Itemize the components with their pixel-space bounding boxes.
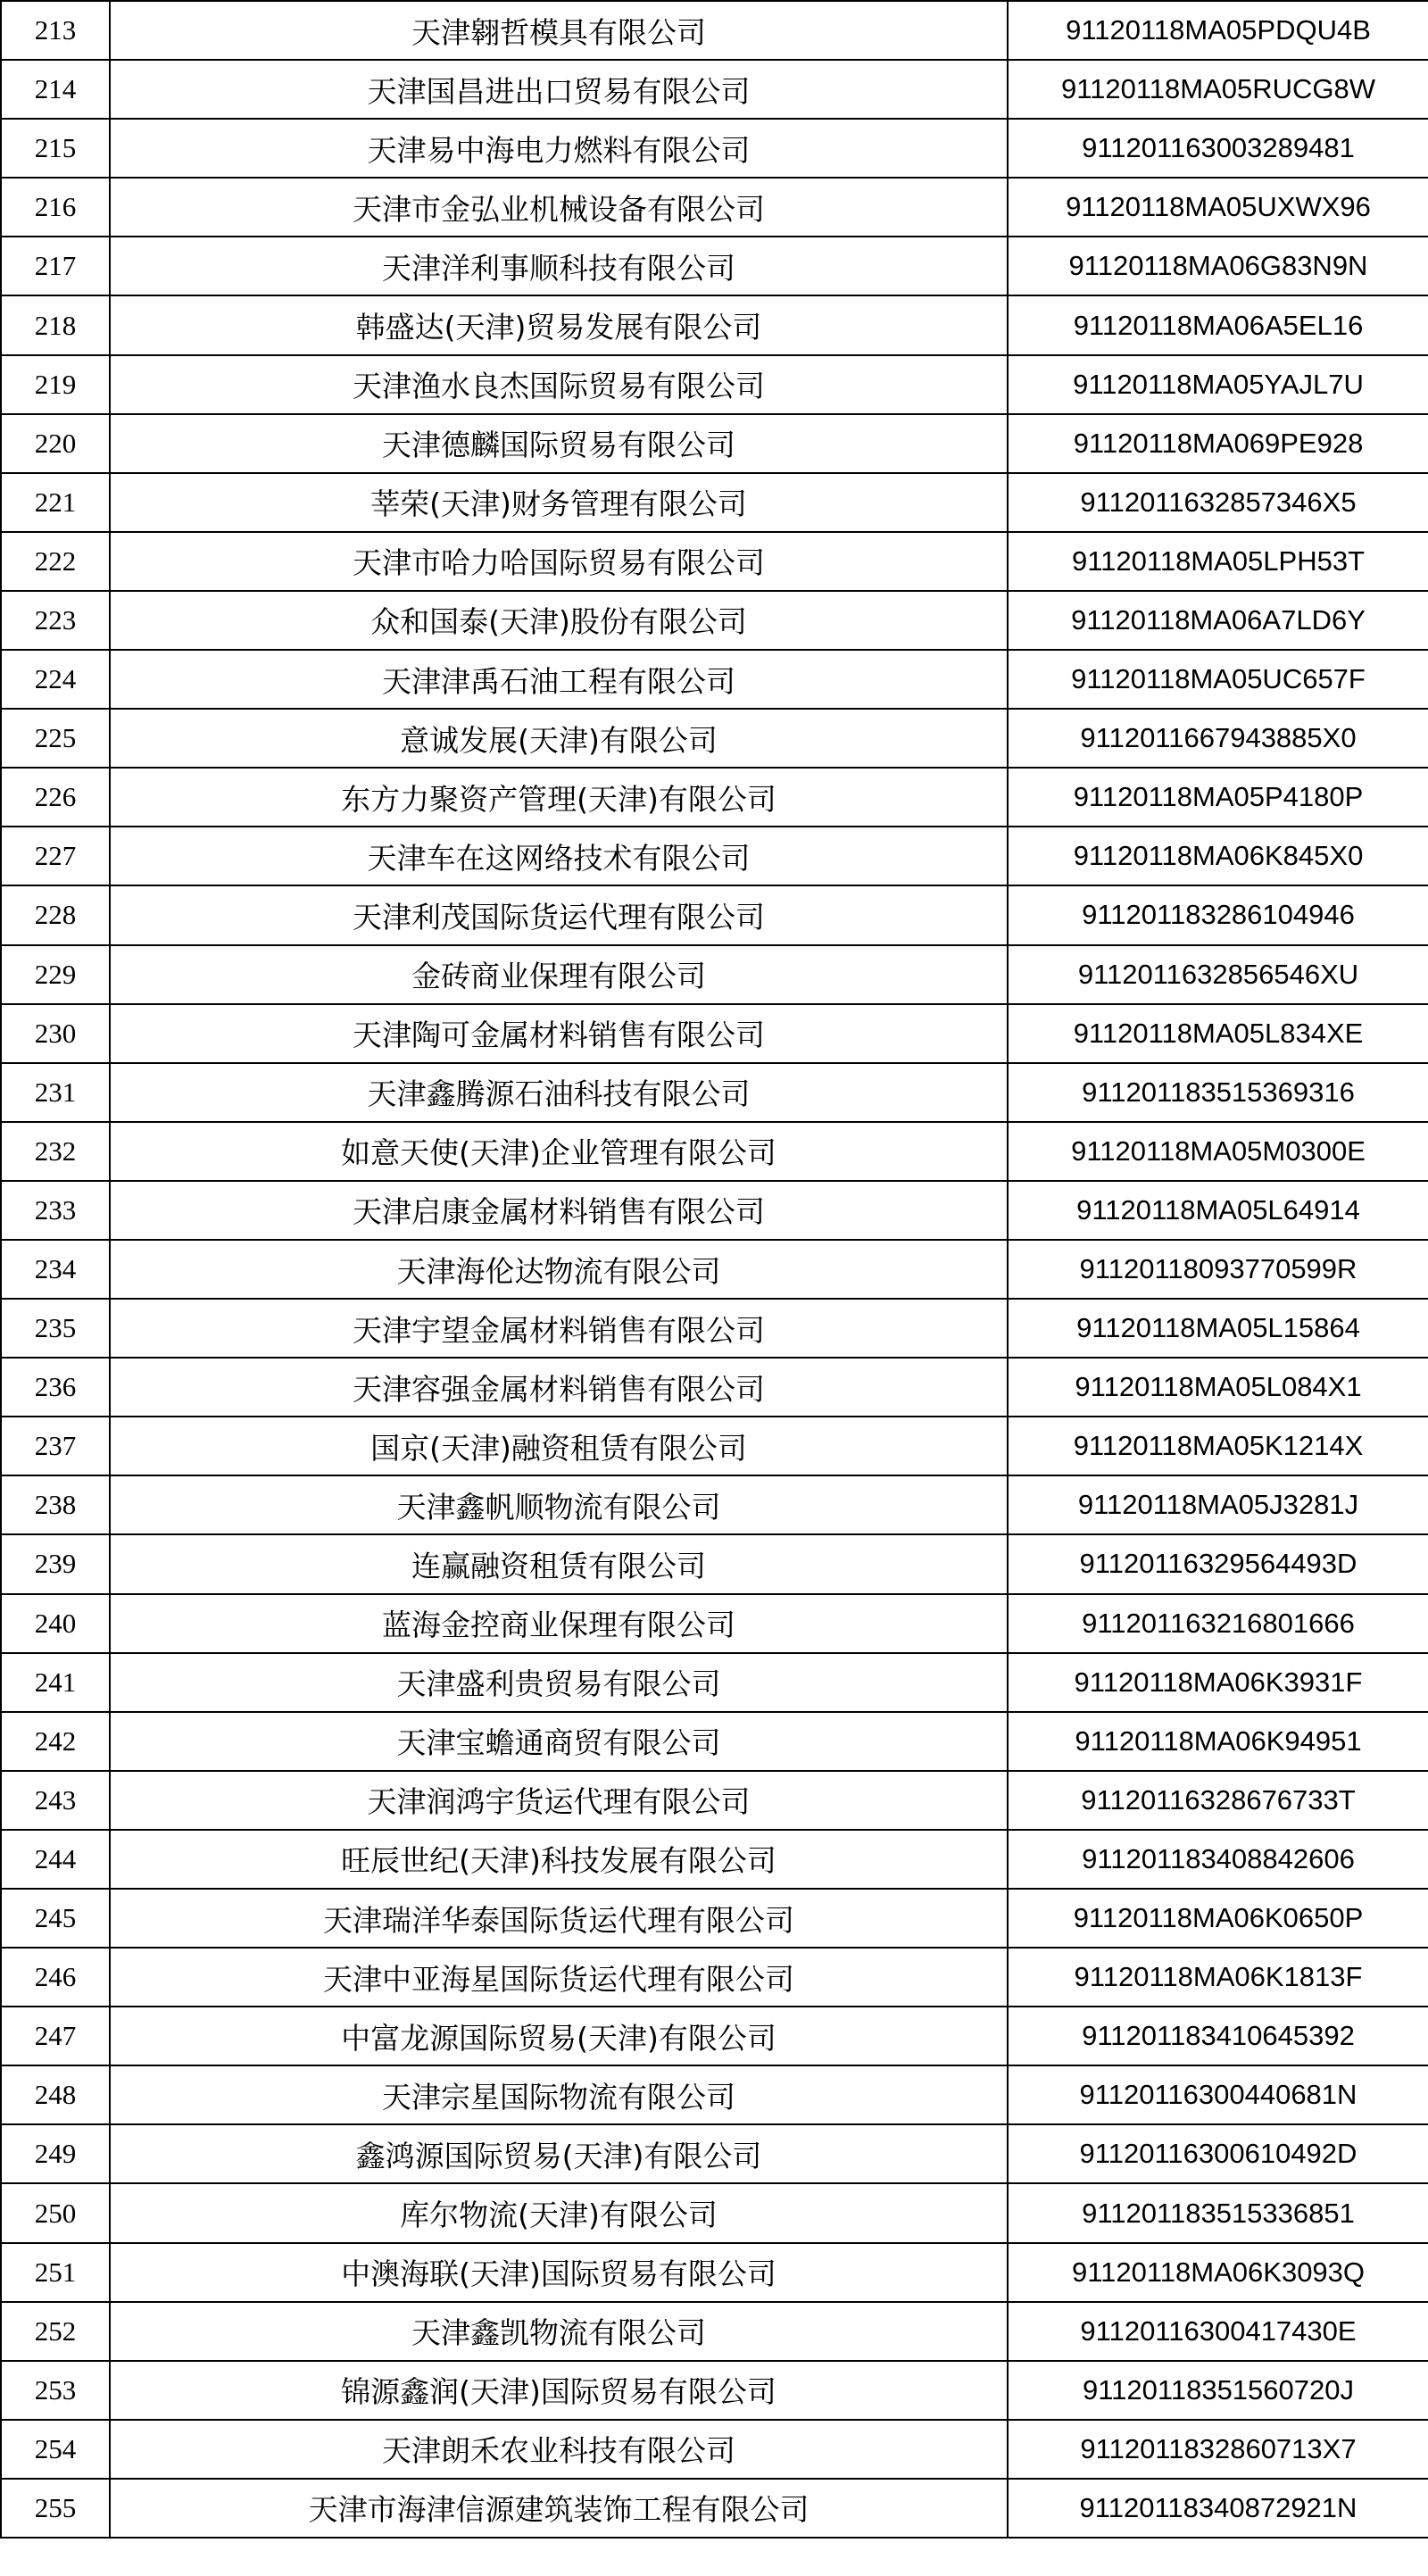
credit-code-cell: 91120118MA05PDQU4B: [1008, 1, 1428, 60]
table-body: [1, 1, 1428, 2538]
row-number-cell: 217: [1, 237, 110, 295]
credit-code-cell: 91120118328607​13X7: [1008, 2420, 1428, 2479]
table-row: [1, 178, 1428, 237]
company-name-cell: 天津润鸿宇货运代理有限公司: [110, 1771, 1008, 1830]
row-number-cell: 230: [1, 1004, 110, 1063]
credit-code-cell: 91120118MA06K0650P: [1008, 1889, 1428, 1948]
credit-code-cell: 91120118340872921N: [1008, 2479, 1428, 2538]
company-name-cell: 天津宇望金属材料销售有限公司: [110, 1299, 1008, 1358]
company-name-cell: 天津中亚海星国际货运代理有限公司: [110, 1948, 1008, 2007]
row-number-cell: 253: [1, 2361, 110, 2420]
row-number-cell: 226: [1, 768, 110, 827]
table-row: [1, 827, 1428, 885]
credit-code-cell: 91120118MA05UC657F: [1008, 650, 1428, 709]
company-name-cell: 鑫鸿源国际贸易(天津)有限公司: [110, 2124, 1008, 2183]
credit-code-cell: 91120118MA069PE928: [1008, 414, 1428, 473]
row-number-cell: 245: [1, 1889, 110, 1948]
row-number-cell: 251: [1, 2243, 110, 2302]
table-row: [1, 2302, 1428, 2361]
row-number-cell: 255: [1, 2479, 110, 2538]
table-row: [1, 1594, 1428, 1653]
company-name-cell: 天津渔水良杰国际贸易有限公司: [110, 355, 1008, 414]
row-number-cell: 233: [1, 1181, 110, 1240]
company-name-cell: 天津鑫凯物流有限公司: [110, 2302, 1008, 2361]
company-name-cell: 中富龙源国际贸易(天津)有限公司: [110, 2007, 1008, 2065]
credit-code-cell: 91120118MA05P4180P: [1008, 768, 1428, 827]
credit-code-cell: 91120118MA05L834XE: [1008, 1004, 1428, 1063]
table-row: [1, 1063, 1428, 1122]
table-row: [1, 237, 1428, 295]
company-name-cell: 天津洋利事顺科技有限公司: [110, 237, 1008, 295]
row-number-cell: 240: [1, 1594, 110, 1653]
table-row: [1, 60, 1428, 119]
table-row: [1, 1, 1428, 60]
table-row: [1, 2420, 1428, 2479]
credit-code-cell: 91120118MA05UXWX96: [1008, 178, 1428, 237]
table-row: [1, 1653, 1428, 1712]
credit-code-cell: 91120118MA06K845X0: [1008, 827, 1428, 885]
row-number-cell: 227: [1, 827, 110, 885]
row-number-cell: 225: [1, 709, 110, 768]
company-name-cell: 众和国泰(天津)股份有限公司: [110, 591, 1008, 650]
credit-code-cell: 91120118351560720J: [1008, 2361, 1428, 2420]
credit-code-cell: 911201183515336851: [1008, 2183, 1428, 2242]
table-row: [1, 119, 1428, 178]
company-name-cell: 天津德麟国际贸易有限公司: [110, 414, 1008, 473]
company-name-cell: 韩盛达(天津)贸易发展有限公司: [110, 295, 1008, 354]
table-row: [1, 709, 1428, 768]
company-name-cell: 天津瑞洋华泰国际货运代理有限公司: [110, 1889, 1008, 1948]
company-name-cell: 天津津禹石油工程有限公司: [110, 650, 1008, 709]
credit-code-cell: 91120118MA06K3093Q: [1008, 2243, 1428, 2302]
credit-code-cell: 911201163216801666: [1008, 1594, 1428, 1653]
company-name-cell: 天津市哈力哈国际贸易有限公司: [110, 532, 1008, 591]
credit-code-cell: 91120116300610492D: [1008, 2124, 1428, 2183]
row-number-cell: 221: [1, 473, 110, 532]
company-name-cell: 天津海伦达物流有限公司: [110, 1240, 1008, 1299]
credit-code-cell: 91120118MA05L084X1: [1008, 1358, 1428, 1417]
table-row: [1, 1830, 1428, 1889]
company-name-cell: 天津启康金属材料销售有限公司: [110, 1181, 1008, 1240]
row-number-cell: 238: [1, 1475, 110, 1534]
row-number-cell: 254: [1, 2420, 110, 2479]
credit-code-cell: 91120118MA05L15864: [1008, 1299, 1428, 1358]
row-number-cell: 232: [1, 1122, 110, 1181]
company-name-cell: 天津容强金属材料销售有限公司: [110, 1358, 1008, 1417]
table-row: [1, 355, 1428, 414]
table-row: [1, 2479, 1428, 2538]
company-name-cell: 天津市海津信源建筑装饰工程有限公司: [110, 2479, 1008, 2538]
company-name-cell: 天津鑫腾源石油科技有限公司: [110, 1063, 1008, 1122]
table-row: [1, 532, 1428, 591]
row-number-cell: 234: [1, 1240, 110, 1299]
row-number-cell: 242: [1, 1712, 110, 1771]
company-name-cell: 天津翱哲模具有限公司: [110, 1, 1008, 60]
table-row: [1, 2361, 1428, 2420]
row-number-cell: 247: [1, 2007, 110, 2065]
company-name-cell: 东方力聚资产管理(天津)有限公司: [110, 768, 1008, 827]
table-row: [1, 2124, 1428, 2183]
company-name-cell: 中澳海联(天津)国际贸易有限公司: [110, 2243, 1008, 2302]
row-number-cell: 236: [1, 1358, 110, 1417]
credit-code-cell: 91120118MA06G83N9N: [1008, 237, 1428, 295]
row-number-cell: 216: [1, 178, 110, 237]
row-number-cell: 248: [1, 2065, 110, 2124]
company-name-cell: 如意天使(天津)企业管理有限公司: [110, 1122, 1008, 1181]
table-row: [1, 1417, 1428, 1475]
row-number-cell: 239: [1, 1534, 110, 1593]
row-number-cell: 244: [1, 1830, 110, 1889]
table-row: [1, 1534, 1428, 1593]
credit-code-cell: 91120116329564493D: [1008, 1534, 1428, 1593]
credit-code-cell: 911201163003289481: [1008, 119, 1428, 178]
table-row: [1, 1712, 1428, 1771]
company-name-cell: 意诚发展(天津)有限公司: [110, 709, 1008, 768]
table-row: [1, 1240, 1428, 1299]
table-row: [1, 1948, 1428, 2007]
row-number-cell: 220: [1, 414, 110, 473]
table-row: [1, 1299, 1428, 1358]
credit-code-cell: 91120118MA05L64914: [1008, 1181, 1428, 1240]
credit-code-cell: 911201163285654​6XU: [1008, 945, 1428, 1004]
company-name-cell: 天津车在这网络技术有限公司: [110, 827, 1008, 885]
credit-code-cell: 91120118MA06K1813F: [1008, 1948, 1428, 2007]
row-number-cell: 214: [1, 60, 110, 119]
row-number-cell: 231: [1, 1063, 110, 1122]
row-number-cell: 252: [1, 2302, 110, 2361]
company-name-cell: 旺辰世纪(天津)科技发展有限公司: [110, 1830, 1008, 1889]
credit-code-cell: 911201183410645392: [1008, 2007, 1428, 2065]
company-name-cell: 天津陶可金属材料销售有限公司: [110, 1004, 1008, 1063]
row-number-cell: 249: [1, 2124, 110, 2183]
company-name-cell: 蓝海金控商业保理有限公司: [110, 1594, 1008, 1653]
credit-code-cell: 911201183286104946: [1008, 885, 1428, 944]
credit-code-cell: 91120118093770599R: [1008, 1240, 1428, 1299]
credit-code-cell: 911201163285734​6X5: [1008, 473, 1428, 532]
credit-code-cell: 911201183515369316: [1008, 1063, 1428, 1122]
row-number-cell: 223: [1, 591, 110, 650]
table-row: [1, 591, 1428, 650]
table-row: [1, 2243, 1428, 2302]
credit-code-cell: 91120116300440681N: [1008, 2065, 1428, 2124]
credit-code-cell: 91120118MA06A7LD6Y: [1008, 591, 1428, 650]
table-row: [1, 650, 1428, 709]
row-number-cell: 237: [1, 1417, 110, 1475]
row-number-cell: 241: [1, 1653, 110, 1712]
credit-code-cell: 91120118MA06K3931F: [1008, 1653, 1428, 1712]
table-row: [1, 2065, 1428, 2124]
table-row: [1, 945, 1428, 1004]
credit-code-cell: 91120116300417430E: [1008, 2302, 1428, 2361]
company-name-cell: 天津市金弘业机械设备有限公司: [110, 178, 1008, 237]
row-number-cell: 224: [1, 650, 110, 709]
table-row: [1, 1771, 1428, 1830]
row-number-cell: 250: [1, 2183, 110, 2242]
row-number-cell: 246: [1, 1948, 110, 2007]
table-row: [1, 1004, 1428, 1063]
company-name-cell: 锦源鑫润(天津)国际贸易有限公司: [110, 2361, 1008, 2420]
table-row: [1, 1181, 1428, 1240]
row-number-cell: 222: [1, 532, 110, 591]
company-name-cell: 天津宗星国际物流有限公司: [110, 2065, 1008, 2124]
credit-code-cell: 91120118MA06A5EL16: [1008, 295, 1428, 354]
row-number-cell: 235: [1, 1299, 110, 1358]
credit-code-cell: 91120118MA05K1214X: [1008, 1417, 1428, 1475]
table-row: [1, 1358, 1428, 1417]
company-name-cell: 天津宝蟾通商贸有限公司: [110, 1712, 1008, 1771]
company-name-cell: 国京(天津)融资租赁有限公司: [110, 1417, 1008, 1475]
row-number-cell: 218: [1, 295, 110, 354]
company-name-cell: 库尔物流(天津)有限公司: [110, 2183, 1008, 2242]
table-row: [1, 2007, 1428, 2065]
credit-code-cell: 91120118MA05RUCG8W: [1008, 60, 1428, 119]
row-number-cell: 228: [1, 885, 110, 944]
table-row: [1, 768, 1428, 827]
company-name-cell: 天津鑫帆顺物流有限公司: [110, 1475, 1008, 1534]
row-number-cell: 215: [1, 119, 110, 178]
credit-code-cell: 91120118MA05LPH53T: [1008, 532, 1428, 591]
company-name-cell: 天津盛利贵贸易有限公司: [110, 1653, 1008, 1712]
table-row: [1, 1475, 1428, 1534]
company-name-cell: 天津利茂国际货运代理有限公司: [110, 885, 1008, 944]
table-row: [1, 1122, 1428, 1181]
company-name-cell: 天津朗禾农业科技有限公司: [110, 2420, 1008, 2479]
credit-code-cell: 91120118MA05YAJL7U: [1008, 355, 1428, 414]
credit-code-cell: 91120118MA05M0300E: [1008, 1122, 1428, 1181]
credit-code-cell: 91120118MA06K94951: [1008, 1712, 1428, 1771]
company-name-cell: 金砖商业保理有限公司: [110, 945, 1008, 1004]
row-number-cell: 229: [1, 945, 110, 1004]
table-row: [1, 473, 1428, 532]
table-row: [1, 414, 1428, 473]
table-row: [1, 1889, 1428, 1948]
table-row: [1, 2183, 1428, 2242]
credit-code-cell: 91120116328676733T: [1008, 1771, 1428, 1830]
company-name-cell: 连赢融资租赁有限公司: [110, 1534, 1008, 1593]
credit-code-cell: 911201183408842606: [1008, 1830, 1428, 1889]
company-name-cell: 天津易中海电力燃料有限公司: [110, 119, 1008, 178]
credit-code-cell: 91120118MA05J3281J: [1008, 1475, 1428, 1534]
table-row: [1, 295, 1428, 354]
row-number-cell: 213: [1, 1, 110, 60]
table-row: [1, 885, 1428, 944]
row-number-cell: 243: [1, 1771, 110, 1830]
credit-code-cell: 91120116679438​85X0: [1008, 709, 1428, 768]
row-number-cell: 219: [1, 355, 110, 414]
company-name-cell: 莘荣(天津)财务管理有限公司: [110, 473, 1008, 532]
company-name-cell: 天津国昌进出口贸易有限公司: [110, 60, 1008, 119]
